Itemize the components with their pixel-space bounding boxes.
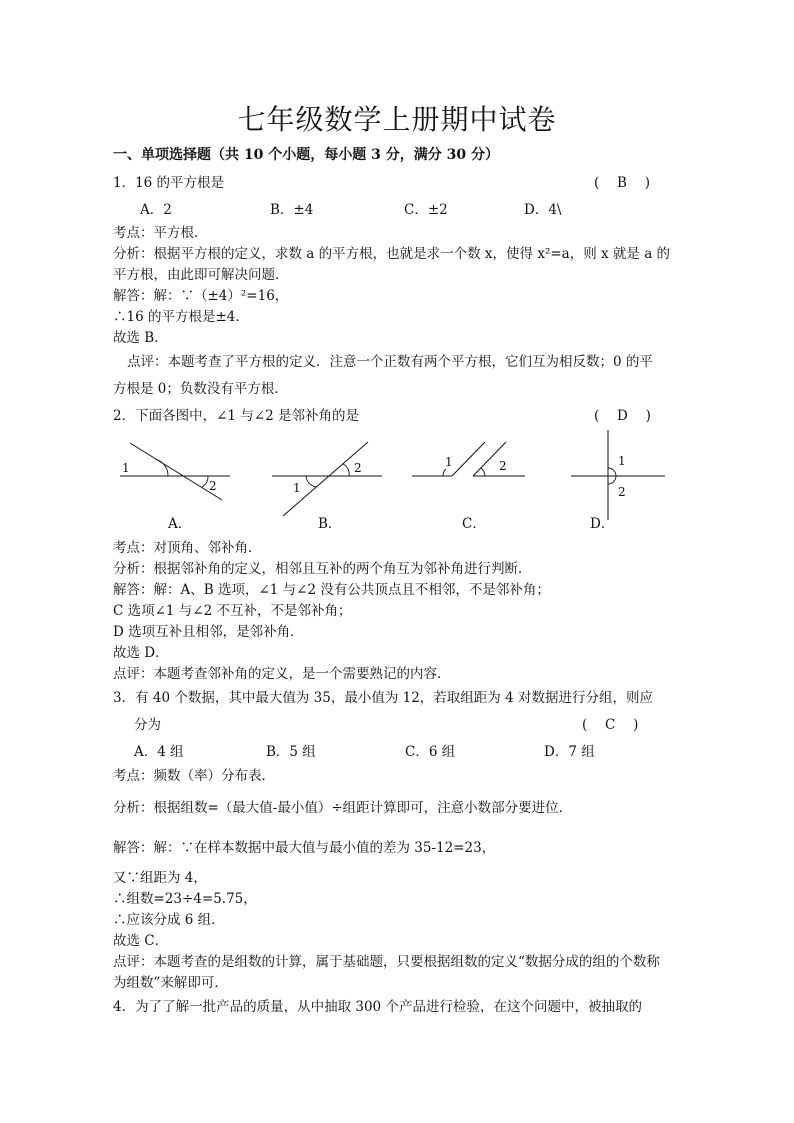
page-title: 七年级数学上册期中试卷 bbox=[237, 103, 557, 136]
q2-jieda-line2: C 选项∠1 与∠2 不互补，不是邻补角； bbox=[113, 603, 352, 619]
q1-option-d: D．4\ bbox=[524, 202, 562, 218]
q4-stem: 4．为了了解一批产品的质量，从中抽取 300 个产品进行检验，在这个问题中，被抽取的 bbox=[113, 999, 642, 1015]
q2-fenxi: 分析：根据邻补角的定义，相邻且互补的两个角互为邻补角进行判断． bbox=[113, 561, 532, 577]
q2-c-angle2-label: 2 bbox=[499, 459, 507, 473]
q2-conclusion: 故选 D． bbox=[113, 645, 169, 661]
q2-kaodian: 考点：对顶角、邻补角． bbox=[113, 540, 262, 556]
q2-label-b: B． bbox=[318, 516, 342, 532]
q2-jieda-line1: 解答：解：A、B 选项，∠1 与∠2 没有公共顶点且不相邻，不是邻补角； bbox=[113, 582, 550, 598]
q3-stem-line2: 分为 bbox=[134, 717, 161, 733]
q2-dianping: 点评：本题考查邻补角的定义，是一个需要熟记的内容． bbox=[113, 666, 451, 682]
q2-b-angle1-label: 1 bbox=[293, 481, 301, 495]
q3-dianping-line2: 为组数”来解即可． bbox=[113, 975, 228, 991]
q2-jieda-line3: D 选项互补且相邻，是邻补角． bbox=[113, 624, 304, 640]
q2-label-c: C． bbox=[462, 516, 486, 532]
q2-a-angle2-label: 2 bbox=[209, 479, 217, 493]
q1-kaodian: 考点：平方根． bbox=[113, 225, 208, 241]
q3-jieda-line2: 又∵组距为 4， bbox=[113, 870, 207, 886]
q3-option-c: C．6 组 bbox=[405, 744, 456, 760]
section-heading: 一、单项选择题（共 10 个小题，每小题 3 分，满分 30 分） bbox=[113, 147, 499, 163]
q2-label-d: D． bbox=[590, 516, 615, 532]
q2-d-angle2-label: 2 bbox=[618, 485, 626, 499]
q3-option-b: B．5 组 bbox=[266, 744, 316, 760]
q3-option-d: D．7 组 bbox=[544, 744, 595, 760]
q3-conclusion: 故选 C． bbox=[113, 933, 169, 949]
q3-fenxi: 分析：根据组数=（最大值-最小值）÷组距计算即可，注意小数部分要进位． bbox=[113, 800, 573, 816]
q2-b-angle2-label: 2 bbox=[354, 461, 362, 475]
q1-option-c: C．±2 bbox=[404, 202, 448, 218]
q2-c-angle1-label: 1 bbox=[445, 455, 453, 469]
q2-stem: 2．下面各图中，∠1 与∠2 是邻补角的是 bbox=[113, 408, 359, 424]
q3-dianping-line1: 点评：本题考查的是组数的计算，属于基础题，只要根据组数的定义“数据分成的组的个数称 bbox=[113, 954, 660, 970]
q1-conclusion: 故选 B． bbox=[113, 330, 168, 346]
q3-stem-line1: 3．有 40 个数据，其中最大值为 35，最小值为 12，若取组距为 4 对数据进行分组，则应 bbox=[113, 690, 653, 706]
q1-stem: 1．16 的平方根是 bbox=[113, 175, 225, 191]
q2-answer: ( D ) bbox=[594, 408, 651, 424]
q2-figure-a bbox=[120, 443, 230, 500]
q1-fenxi-line1: 分析：根据平方根的定义，求数 a 的平方根，也就是求一个数 x，使得 x²=a，则 x 就是 a 的 bbox=[113, 246, 671, 262]
q3-option-a: A．4 组 bbox=[134, 744, 184, 760]
q2-d-angle1-label: 1 bbox=[618, 454, 626, 468]
q1-jieda-line2: ∴16 的平方根是±4． bbox=[113, 309, 249, 325]
q3-answer: ( C ) bbox=[582, 717, 639, 733]
q1-jieda-line1: 解答：解：∵（±4）²=16， bbox=[113, 288, 289, 304]
q1-dianping-line1: 点评：本题考查了平方根的定义．注意一个正数有两个平方根，它们互为相反数；0 的平 bbox=[127, 354, 653, 370]
q1-option-b: B．±4 bbox=[270, 202, 314, 218]
q1-fenxi-line2: 平方根，由此即可解决问题． bbox=[113, 267, 289, 283]
q3-kaodian: 考点：频数（率）分布表． bbox=[113, 768, 275, 784]
q2-figure-d bbox=[571, 430, 665, 520]
q3-jieda-line4: ∴应该分成 6 组． bbox=[113, 912, 225, 928]
q2-figure-c bbox=[412, 442, 525, 476]
q1-option-a: A．2 bbox=[140, 202, 172, 218]
q2-label-a: A． bbox=[168, 516, 192, 532]
q2-a-angle1-label: 1 bbox=[122, 461, 130, 475]
q1-answer: ( B ) bbox=[594, 175, 651, 191]
q3-jieda-line1: 解答：解：∵在样本数据中最大值与最小值的差为 35-12=23， bbox=[113, 840, 496, 856]
q2-figure-b bbox=[272, 442, 382, 516]
q3-jieda-line3: ∴组数=23÷4=5.75， bbox=[113, 891, 257, 907]
q1-dianping-line2: 方根是 0；负数没有平方根． bbox=[113, 381, 288, 397]
